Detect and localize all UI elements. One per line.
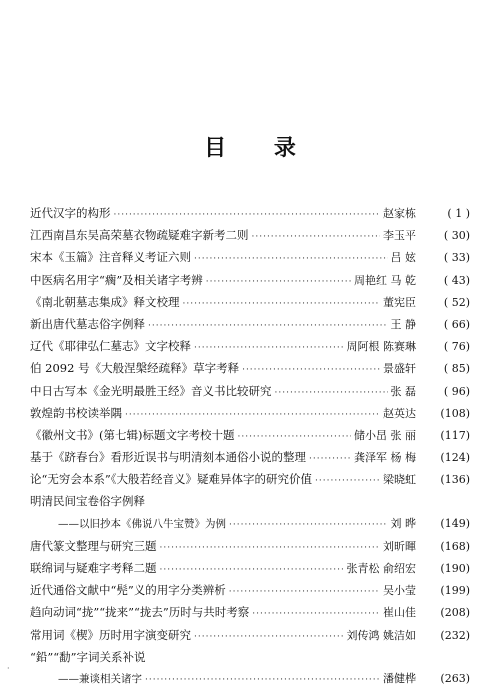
table-of-contents [30, 202, 470, 690]
entry-author: 王 静 [390, 317, 416, 331]
toc-entry[interactable] [30, 357, 470, 379]
dot-leader [183, 293, 381, 315]
toc-entry[interactable] [30, 424, 470, 446]
entry-title: 近代汉字的构形 [30, 206, 111, 220]
toc-entry[interactable] [30, 380, 470, 402]
entry-author: 刘 晔 [390, 516, 416, 530]
toc-entry[interactable] [30, 269, 470, 291]
toc-entry[interactable] [30, 557, 470, 579]
entry-title: 近代通俗文献中“髡”义的用字分类辨析 [30, 583, 226, 598]
entry-title: 唐代篆文整理与研究三题 [30, 538, 157, 553]
scan-mark: · [7, 664, 10, 673]
dot-leader [194, 626, 344, 648]
toc-entry[interactable] [30, 224, 470, 246]
entry-page: ( 66) [443, 317, 470, 331]
dot-leader [242, 359, 380, 381]
toc-entry[interactable] [30, 202, 470, 224]
dot-leader [145, 669, 380, 691]
entry-title: 基于《跻春台》看形近误书与明清刻本通俗小说的整理 [30, 450, 306, 465]
entry-page: (190) [440, 562, 470, 575]
toc-subentry[interactable] [30, 668, 470, 690]
dot-leader [125, 404, 380, 426]
toc-entry[interactable] [30, 490, 470, 512]
toc-entry[interactable] [30, 402, 470, 424]
entry-author: 李玉平 [383, 229, 416, 243]
toc-entry[interactable] [30, 291, 470, 313]
entry-page: (149) [440, 516, 470, 530]
entry-page: (263) [440, 671, 470, 685]
toc-entry[interactable] [30, 313, 470, 335]
entry-author: 梁晓虹 [383, 473, 416, 487]
entry-author: 张青松 俞绍宏 [346, 562, 416, 575]
entry-author: 赵家栋 [383, 207, 416, 220]
dot-leader [114, 204, 381, 226]
entry-author: 张 磊 [390, 384, 416, 398]
entry-page: ( 33) [443, 251, 470, 265]
entry-author: 吕 妶 [390, 251, 416, 265]
entry-title: 趋向动词“拢”“拢来”“拢去”历时与共时考察 [30, 605, 250, 620]
entry-title: 宋本《玉篇》注音释义考证六则 [30, 250, 191, 265]
entry-author: 周艳红 马 乾 [354, 273, 416, 287]
entry-title: 江西南昌东吴高荣墓衣物疏疑难字新考二则 [30, 228, 249, 243]
entry-author: 潘健桦 [383, 671, 416, 685]
entry-title: 论“无穷会本系”《大般若经音义》疑难异体字的研究价值 [30, 472, 313, 487]
toc-entry[interactable] [30, 646, 470, 668]
dot-leader [229, 514, 388, 536]
dot-leader [160, 537, 381, 559]
entry-title: 明清民间宝卷俗字例释 [30, 494, 145, 509]
entry-author: 刘昕暉 [383, 539, 416, 553]
entry-title: 常用词《楔》历时用字演变研究 [30, 627, 191, 642]
toc-subentry[interactable] [30, 513, 470, 535]
entry-title: “鉛”“勫”字词关系补说 [30, 649, 146, 664]
dot-leader [206, 271, 351, 293]
entry-page: (199) [440, 584, 470, 598]
entry-page: (232) [440, 628, 470, 642]
entry-author: 刘传鸿 姚洁如 [346, 628, 416, 642]
entry-title: 中医病名用字“瘸”及相关诸字考辨 [30, 272, 203, 287]
entry-title: 联绵词与疑难字考释二题 [30, 561, 157, 575]
entry-author: 吴小莹 [383, 584, 416, 598]
toc-entry[interactable] [30, 535, 470, 557]
entry-page: ( 30) [443, 229, 470, 243]
entry-page: (168) [440, 539, 470, 553]
entry-page: (208) [440, 606, 470, 620]
entry-page: (136) [440, 473, 470, 487]
toc-entry[interactable] [30, 468, 470, 490]
entry-page: ( 1 ) [447, 207, 470, 220]
dot-leader [194, 248, 388, 270]
dot-leader [229, 581, 380, 603]
entry-author: 周阿根 陈赛琳 [346, 340, 416, 354]
entry-author: 董宪臣 [383, 295, 416, 309]
entry-title: 敦煌韵书校读举隅 [30, 405, 122, 420]
toc-entry[interactable] [30, 335, 470, 357]
dot-leader [252, 226, 381, 248]
entry-author: 崔山佳 [383, 606, 416, 620]
entry-page: ( 76) [443, 340, 470, 354]
entry-title: 新出唐代墓志俗字例释 [30, 316, 145, 331]
dot-leader [252, 603, 380, 625]
dot-leader [275, 382, 388, 404]
entry-title: 中日古写本《金光明最胜王经》音义书比较研究 [30, 383, 272, 398]
entry-page: (108) [440, 406, 470, 420]
toc-entry[interactable] [30, 624, 470, 646]
entry-subtitle: ——以旧抄本《佛说八牛宝赞》为例 [58, 517, 226, 530]
entry-page: (117) [440, 428, 470, 442]
entry-author: 景盛轩 [383, 362, 416, 376]
dot-leader [315, 470, 380, 492]
entry-title: 伯 2092 号《大般涅槃经疏释》草字考释 [30, 361, 240, 376]
entry-title: 《南北朝墓志集成》释文校理 [30, 294, 180, 309]
dot-leader [237, 426, 351, 448]
dot-leader [148, 315, 388, 337]
entry-author: 储小旵 张 丽 [354, 428, 416, 442]
entry-page: ( 43) [443, 273, 470, 287]
entry-page: (124) [440, 451, 470, 465]
entry-subtitle: ——兼谈相关诸字 [58, 672, 142, 685]
entry-page: ( 52) [443, 295, 470, 309]
toc-entry[interactable] [30, 601, 470, 623]
entry-page: ( 85) [443, 362, 470, 376]
toc-entry[interactable] [30, 579, 470, 601]
entry-page: ( 96) [443, 384, 470, 398]
dot-leader [160, 559, 344, 581]
dot-leader [309, 448, 351, 470]
entry-title: 《徽州文书》(第七辑)标题文字考校十题 [30, 427, 235, 442]
dot-leader [194, 337, 344, 359]
entry-title: 辽代《耶律弘仁墓志》文字校释 [30, 339, 191, 354]
entry-author: 赵英达 [383, 406, 416, 420]
page-title: 目 录 [204, 135, 316, 161]
entry-author: 龚泽军 杨 梅 [354, 451, 416, 465]
toc-entry[interactable] [30, 246, 470, 268]
toc-entry[interactable] [30, 446, 470, 468]
